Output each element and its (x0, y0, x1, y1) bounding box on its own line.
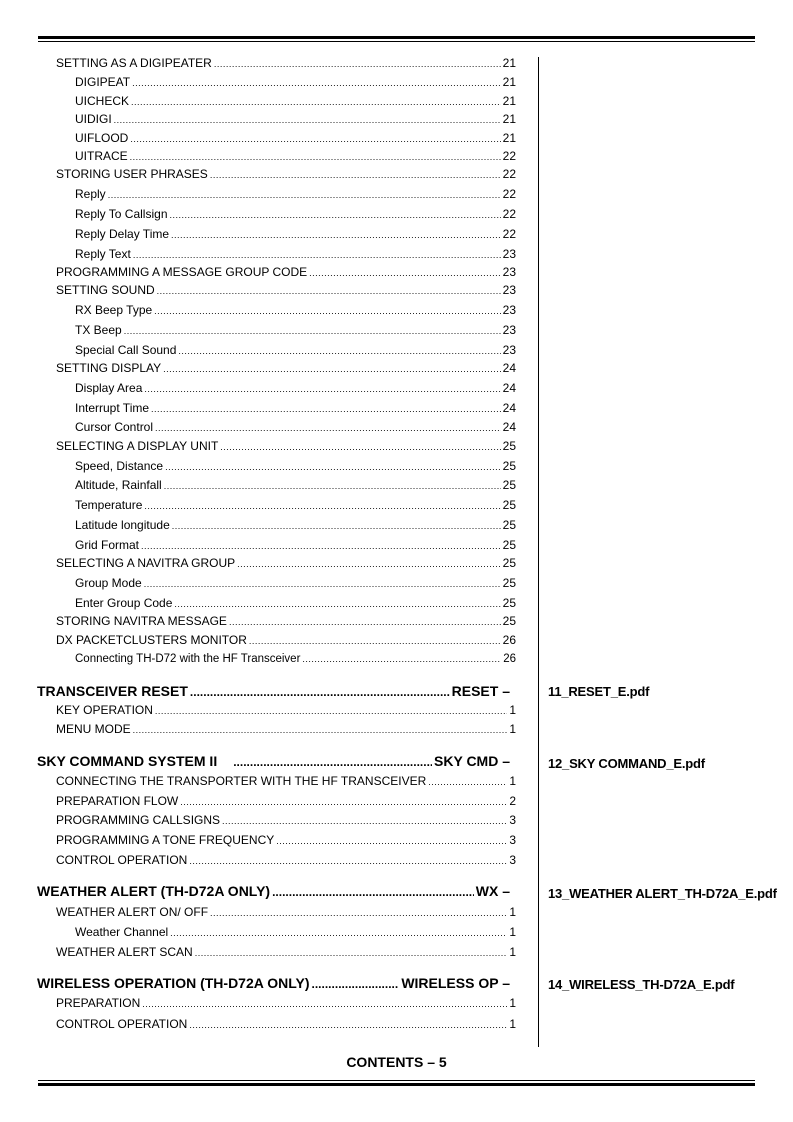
toc-entry[interactable]: UITRACE ..... 22 (75, 149, 516, 163)
chapter-heading[interactable]: SKY COMMAND SYSTEM II ..... SKY CMD – (37, 753, 510, 769)
toc-entry[interactable]: KEY OPERATION ..... 1 (56, 703, 516, 717)
toc-entry[interactable]: DX PACKETCLUSTERS MONITOR ..... 26 (56, 633, 516, 647)
toc-entry[interactable]: PROGRAMMING CALLSIGNS ..... 3 (56, 813, 516, 827)
toc-entry[interactable]: Reply To Callsign ..... 22 (75, 207, 516, 221)
bottom-rule-thin (38, 1080, 755, 1081)
toc-entry[interactable]: DIGIPEAT ..... 21 (75, 75, 516, 89)
toc-entry[interactable]: SELECTING A DISPLAY UNIT ..... 25 (56, 439, 516, 453)
toc-entry[interactable]: Group Mode ..... 25 (75, 576, 516, 590)
toc-entry[interactable]: Cursor Control ..... 24 (75, 420, 516, 434)
toc-entry[interactable]: STORING NAVITRA MESSAGE ..... 25 (56, 614, 516, 628)
toc-entry[interactable]: SELECTING A NAVITRA GROUP ..... 25 (56, 556, 516, 570)
toc-entry[interactable]: Temperature ..... 25 (75, 498, 516, 512)
toc-entry[interactable]: CONTROL OPERATION ..... 3 (56, 853, 516, 867)
toc-entry[interactable]: UICHECK ..... 21 (75, 94, 516, 108)
toc-entry[interactable]: STORING USER PHRASES ..... 22 (56, 167, 516, 181)
chapter-file-name: 11_RESET_E.pdf (548, 684, 650, 699)
toc-entry[interactable]: WEATHER ALERT ON/ OFF ..... 1 (56, 905, 516, 919)
chapter-file-name: 12_SKY COMMAND_E.pdf (548, 756, 705, 771)
toc-entry[interactable]: PREPARATION ..... 1 (56, 996, 516, 1010)
toc-entry[interactable]: PROGRAMMING A TONE FREQUENCY ..... 3 (56, 833, 516, 847)
chapter-heading[interactable]: WIRELESS OPERATION (TH-D72A ONLY) ..... WIRELESS OP – (37, 975, 510, 991)
toc-entry[interactable]: Speed, Distance ..... 25 (75, 459, 516, 473)
chapter-file-name: 13_WEATHER ALERT_TH-D72A_E.pdf (548, 886, 777, 901)
toc-entry[interactable]: RX Beep Type ..... 23 (75, 303, 516, 317)
toc-entry[interactable]: Reply ..... 22 (75, 187, 516, 201)
toc-entry[interactable]: Interrupt Time ..... 24 (75, 401, 516, 415)
toc-entry[interactable]: TX Beep ..... 23 (75, 323, 516, 337)
page-footer: CONTENTS – 5 (346, 1054, 447, 1070)
toc-entry[interactable]: Weather Channel ..... 1 (75, 925, 516, 939)
toc-entry[interactable]: Altitude, Rainfall ..... 25 (75, 478, 516, 492)
toc-entry[interactable]: CONNECTING THE TRANSPORTER WITH THE HF TRANSCEIVER ..... 1 (56, 774, 516, 788)
toc-entry[interactable]: Enter Group Code ..... 25 (75, 596, 516, 610)
toc-entry[interactable]: SETTING DISPLAY ..... 24 (56, 361, 516, 375)
chapter-heading[interactable]: TRANSCEIVER RESET ..... RESET – (37, 683, 510, 699)
toc-entry[interactable]: Connecting TH-D72 with the HF Transceiver ..... 26 (75, 652, 516, 666)
toc-entry[interactable]: WEATHER ALERT SCAN ..... 1 (56, 945, 516, 959)
toc-entry[interactable]: SETTING AS A DIGIPEATER ..... 21 (56, 56, 516, 70)
toc-entry[interactable]: MENU MODE ..... 1 (56, 722, 516, 736)
toc-entry[interactable]: Special Call Sound ..... 23 (75, 343, 516, 357)
toc-entry[interactable]: Grid Format ..... 25 (75, 538, 516, 552)
chapter-file-name: 14_WIRELESS_TH-D72A_E.pdf (548, 977, 735, 992)
toc-entry[interactable]: PREPARATION FLOW ..... 2 (56, 794, 516, 808)
toc-entry[interactable]: UIDIGI ..... 21 (75, 112, 516, 126)
toc-entry[interactable]: Latitude longitude ..... 25 (75, 518, 516, 532)
toc-entry[interactable]: PROGRAMMING A MESSAGE GROUP CODE ..... 23 (56, 265, 516, 279)
toc-entry[interactable]: Reply Delay Time ..... 22 (75, 227, 516, 241)
toc-entry[interactable]: UIFLOOD ..... 21 (75, 131, 516, 145)
chapter-heading[interactable]: WEATHER ALERT (TH-D72A ONLY) ..... WX – (37, 883, 510, 899)
toc-entry[interactable]: CONTROL OPERATION ..... 1 (56, 1017, 516, 1031)
toc-entry[interactable]: Reply Text ..... 23 (75, 247, 516, 261)
toc-entry[interactable]: Display Area ..... 24 (75, 381, 516, 395)
bottom-rule-thick (38, 1083, 755, 1086)
toc-entry[interactable]: SETTING SOUND ..... 23 (56, 283, 516, 297)
